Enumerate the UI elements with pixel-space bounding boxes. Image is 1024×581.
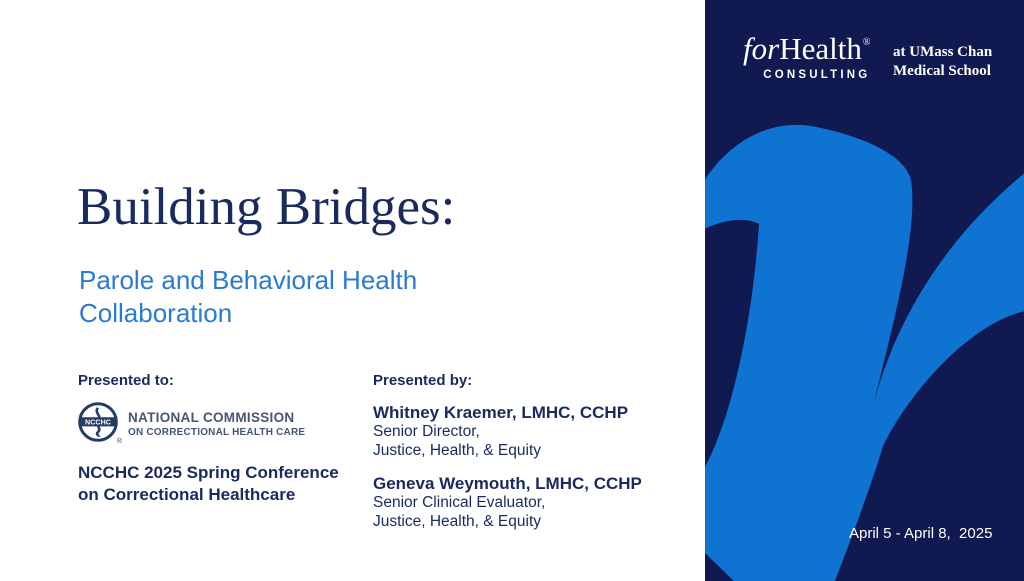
event-name-line2: on Correctional Healthcare bbox=[78, 485, 296, 504]
event-name-line1: NCCHC 2025 Spring Conference bbox=[78, 463, 339, 482]
slide-subtitle bbox=[79, 264, 417, 330]
ncchc-badge-text: NCCHC bbox=[85, 417, 111, 427]
brand-wordmark bbox=[743, 26, 870, 66]
brand-consulting: CONSULTING bbox=[763, 69, 871, 81]
presenter-role: Senior Director, bbox=[373, 423, 480, 440]
ncchc-org-name bbox=[128, 402, 305, 438]
wordmark-for: for bbox=[743, 31, 780, 66]
event-date: April 5 - April 8, 2025 bbox=[849, 525, 993, 542]
presenter-team: Justice, Health, & Equity bbox=[373, 441, 541, 459]
ncchc-org-name-line1: NATIONAL COMMISSION bbox=[128, 410, 295, 425]
ncchc-badge-icon bbox=[78, 402, 120, 446]
brand-panel bbox=[705, 0, 1024, 581]
brand-affiliation-line2: Medical School bbox=[893, 63, 991, 79]
ncchc-logo bbox=[78, 402, 378, 446]
brand-lockup bbox=[743, 26, 870, 81]
presented-to-section bbox=[78, 372, 378, 506]
slide-title: Building Bridges: bbox=[77, 178, 456, 236]
event-name bbox=[78, 462, 378, 506]
presented-by-label: Presented by: bbox=[373, 372, 473, 389]
ncchc-badge-svg bbox=[78, 402, 118, 442]
ncchc-org-name-line2: ON CORRECTIONAL HEALTH CARE bbox=[128, 427, 306, 438]
presenter-block-2 bbox=[373, 474, 683, 531]
brand-affiliation-line1: at UMass Chan bbox=[893, 44, 993, 60]
presenter-role: Senior Clinical Evaluator, bbox=[373, 494, 546, 511]
slide-subtitle-line1: Parole and Behavioral Health bbox=[79, 265, 418, 295]
presenter-team: Justice, Health, & Equity bbox=[373, 512, 541, 530]
presented-to-label: Presented to: bbox=[78, 372, 174, 389]
wordmark-health: Health bbox=[779, 31, 862, 66]
swoosh-graphic-icon bbox=[705, 0, 1024, 581]
brand-affiliation bbox=[893, 43, 992, 81]
presenter-name: Whitney Kraemer, LMHC, CCHP bbox=[373, 403, 629, 422]
ncchc-reg-mark: ® bbox=[116, 438, 122, 445]
slide-subtitle-line2: Collaboration bbox=[79, 298, 233, 328]
wordmark-reg-mark: ® bbox=[862, 37, 871, 48]
presenter-name: Geneva Weymouth, LMHC, CCHP bbox=[373, 474, 642, 493]
presenter-block-1 bbox=[373, 403, 683, 460]
presented-by-section bbox=[373, 372, 683, 531]
